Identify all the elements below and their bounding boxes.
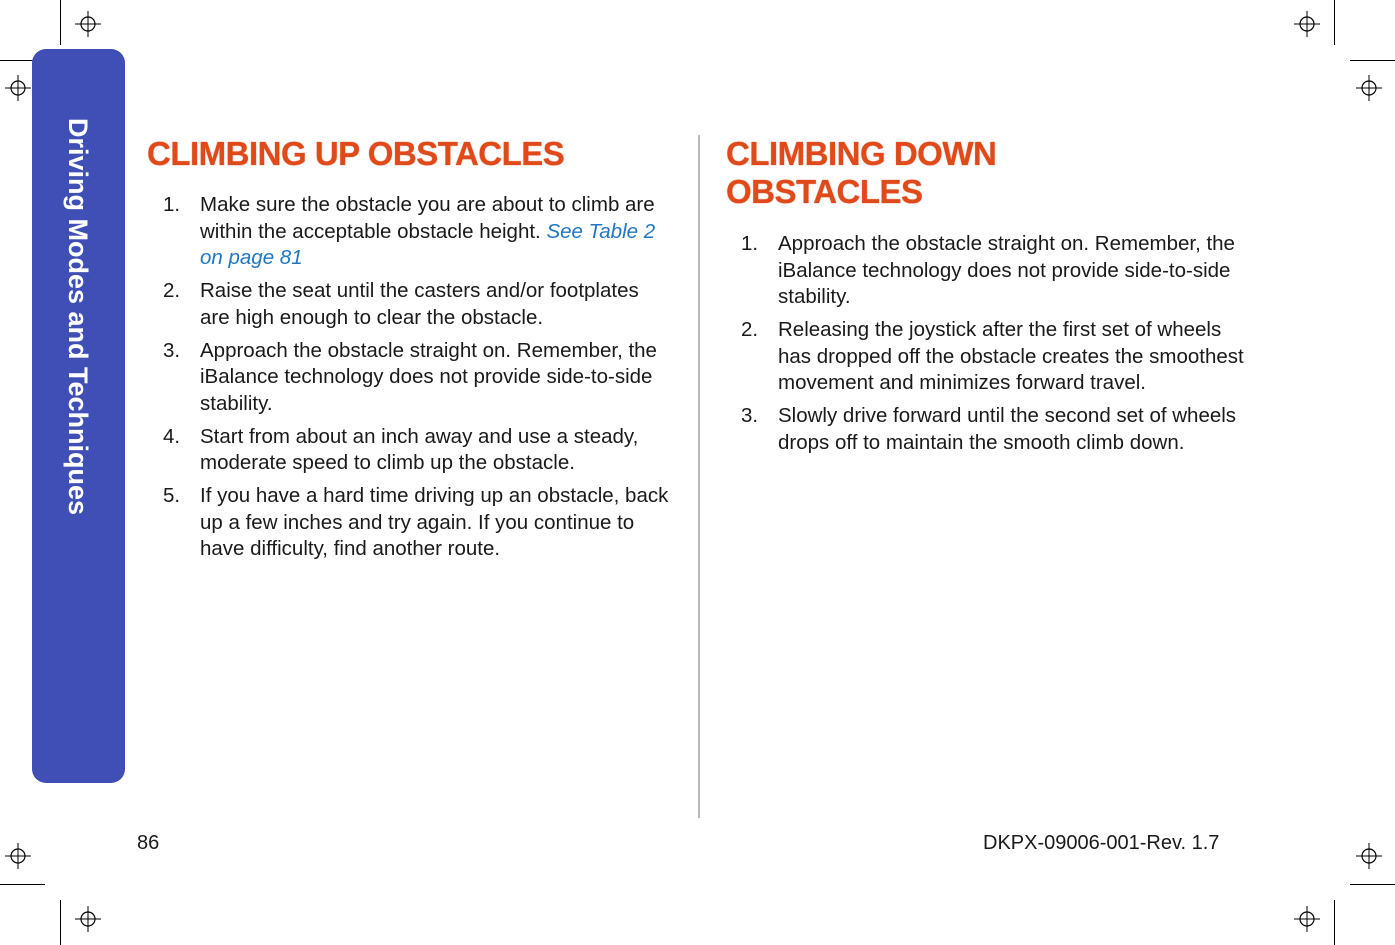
page-number: 86 (137, 832, 160, 854)
right-steps-list (741, 231, 1251, 463)
registration-mark-icon (75, 11, 101, 37)
step-number: 5. (163, 484, 181, 507)
table-reference-link[interactable]: See Table 2 on page 81 (200, 219, 656, 269)
step-number: 2. (741, 318, 759, 341)
registration-mark-icon (1294, 906, 1320, 932)
list-item (163, 424, 673, 477)
step-number: 1. (163, 193, 181, 216)
step-text: Start from about an inch away and use a steady, moderate speed to climb up the obstacle. (200, 424, 639, 474)
right-section-heading (726, 135, 1246, 211)
registration-mark-icon (5, 75, 31, 101)
list-item (163, 483, 673, 563)
step-number: 2. (163, 279, 181, 302)
list-item (163, 338, 673, 418)
list-item (163, 192, 673, 272)
list-item (741, 403, 1251, 456)
crop-mark (60, 0, 61, 45)
step-text: Make sure the obstacle you are about to climb are within the acceptable obstacle height. (200, 193, 655, 243)
left-steps-list (163, 192, 673, 569)
document-id: DKPX-09006-001-Rev. 1.7 (983, 832, 1220, 854)
step-text: Approach the obstacle straight on. Remember, the iBalance technology does not provide side-to-side stability. (778, 232, 1235, 308)
crop-mark (1350, 60, 1395, 61)
list-item (741, 317, 1251, 397)
registration-mark-icon (75, 906, 101, 932)
right-heading-line-1: CLIMBING DOWN (726, 135, 997, 172)
step-text: Releasing the joystick after the first set of wheels has dropped off the obstacle creates the smoothest movement and minimizes forward travel. (778, 318, 1244, 394)
registration-mark-icon (1294, 11, 1320, 37)
crop-mark (0, 884, 45, 885)
registration-mark-icon (5, 843, 31, 869)
left-section-heading: CLIMBING UP OBSTACLES (147, 135, 565, 172)
step-text: Raise the seat until the casters and/or footplates are high enough to clear the obstacle. (200, 279, 639, 329)
registration-mark-icon (1356, 75, 1382, 101)
list-item (163, 278, 673, 331)
chapter-tab-label: Driving Modes and Techniques (63, 118, 93, 516)
step-text: Slowly drive forward until the second set of wheels drops off to maintain the smooth climb down. (778, 404, 1237, 454)
right-heading-line-2: OBSTACLES (726, 173, 923, 210)
list-item (741, 231, 1251, 311)
step-number: 3. (741, 404, 759, 427)
step-number: 3. (163, 338, 181, 362)
registration-mark-icon (1356, 843, 1382, 869)
crop-mark (1350, 884, 1395, 885)
crop-mark (60, 900, 61, 945)
step-number: 4. (163, 424, 181, 448)
step-text: If you have a hard time driving up an obstacle, back up a few inches and try again. If you continue to have difficulty, find another route. (200, 484, 669, 560)
step-number: 1. (741, 232, 759, 255)
crop-mark (1334, 900, 1335, 945)
step-text: Approach the obstacle straight on. Remember, the iBalance technology does not provide side-to-side stability. (200, 338, 657, 415)
crop-mark (1334, 0, 1335, 45)
column-divider (698, 135, 700, 818)
